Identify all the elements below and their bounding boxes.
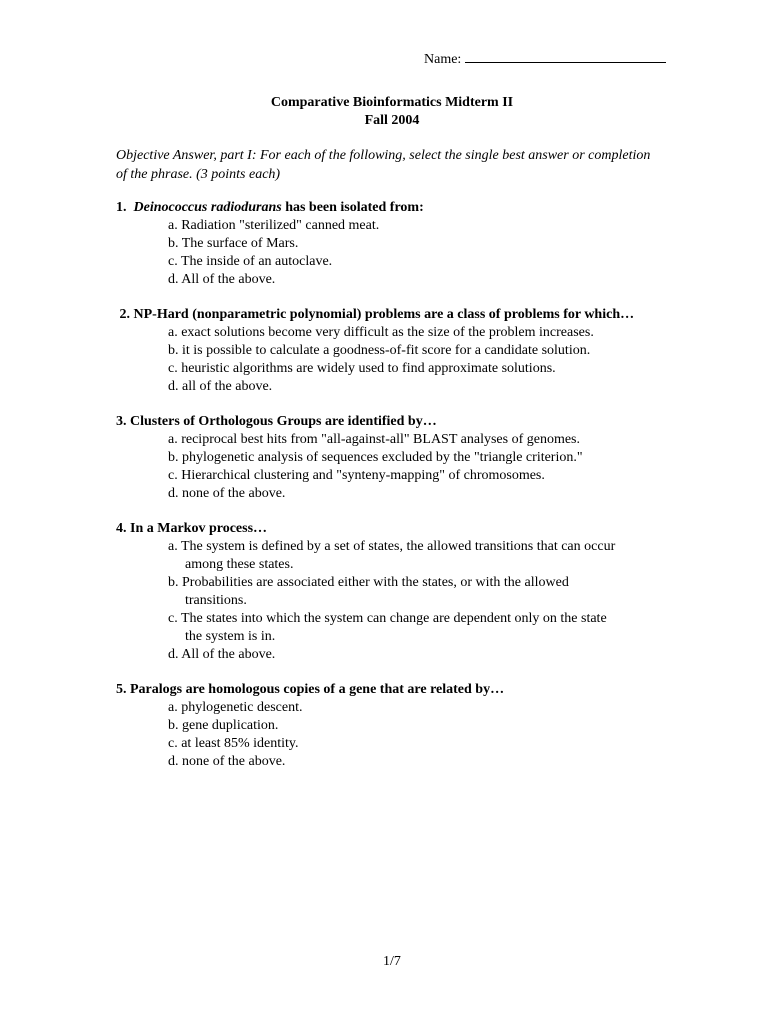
question-5 — [116, 681, 656, 771]
option-text: d. All of the above. — [168, 647, 276, 662]
option: b. phylogenetic analysis of sequences excluded by the "triangle criterion." — [168, 450, 583, 465]
question-list — [116, 199, 656, 788]
option-text: c. The states into which the system can change are dependent only on the state — [168, 611, 607, 626]
option: c. at least 85% identity. — [168, 736, 299, 751]
question-4-stem: 4. In a Markov process… — [116, 521, 268, 536]
exam-title — [0, 94, 784, 130]
page-number: 1/7 — [383, 954, 401, 969]
option — [116, 610, 656, 646]
option: a. reciprocal best hits from "all-against-all" BLAST analyses of genomes. — [168, 432, 581, 447]
question-1 — [116, 199, 656, 289]
question-2 — [116, 306, 656, 396]
option — [116, 538, 656, 574]
name-blank-line — [465, 48, 666, 63]
question-5-stem: 5. Paralogs are homologous copies of a gene that are related by… — [116, 682, 505, 697]
option: d. none of the above. — [168, 754, 286, 769]
name-field — [424, 48, 666, 69]
option: c. heuristic algorithms are widely used to find approximate solutions. — [168, 361, 556, 376]
option: c. The inside of an autoclave. — [168, 254, 333, 269]
option — [116, 646, 656, 664]
question-4 — [116, 520, 656, 664]
option: c. Hierarchical clustering and "synteny-mapping" of chromosomes. — [168, 468, 545, 483]
option: b. The surface of Mars. — [168, 236, 299, 251]
question-1-stem-rest: has been isolated from: — [281, 200, 424, 215]
option: a. phylogenetic descent. — [168, 700, 303, 715]
question-1-number: 1. — [116, 200, 127, 215]
question-1-stem — [116, 199, 656, 217]
question-1-stem-italic: Deinococcus radiodurans — [133, 200, 282, 215]
option: b. it is possible to calculate a goodness-of-fit score for a candidate solution. — [168, 343, 591, 358]
option-text: b. Probabilities are associated either with the states, or with the allowed — [168, 575, 569, 590]
name-label: Name: — [424, 52, 462, 67]
option: d. none of the above. — [168, 486, 286, 501]
question-1-options — [116, 217, 656, 289]
instructions: Objective Answer, part I: For each of the following, select the single best answer or completion of the phrase. (3 points each) — [116, 148, 651, 182]
option-text-continued: the system is in. — [185, 629, 276, 644]
question-3 — [116, 413, 656, 503]
question-3-stem: 3. Clusters of Orthologous Groups are identified by… — [116, 414, 437, 429]
option: d. all of the above. — [168, 379, 273, 394]
exam-title-line1: Comparative Bioinformatics Midterm II — [270, 95, 514, 110]
option: b. gene duplication. — [168, 718, 279, 733]
option: a. Radiation "sterilized" canned meat. — [168, 218, 380, 233]
exam-title-line2: Fall 2004 — [364, 113, 420, 128]
question-2-options — [116, 324, 656, 396]
option-text-continued: among these states. — [185, 557, 294, 572]
question-3-options — [116, 431, 656, 503]
option — [116, 574, 656, 610]
question-4-options — [116, 538, 656, 664]
option-text: a. The system is defined by a set of states, the allowed transitions that can occur — [168, 539, 616, 554]
option-text-continued: transitions. — [185, 593, 247, 608]
option: a. exact solutions become very difficult as the size of the problem increases. — [168, 325, 594, 340]
option: d. All of the above. — [168, 272, 276, 287]
question-2-stem: 2. NP-Hard (nonparametric polynomial) problems are a class of problems for which… — [116, 307, 635, 322]
question-5-options — [116, 699, 656, 771]
